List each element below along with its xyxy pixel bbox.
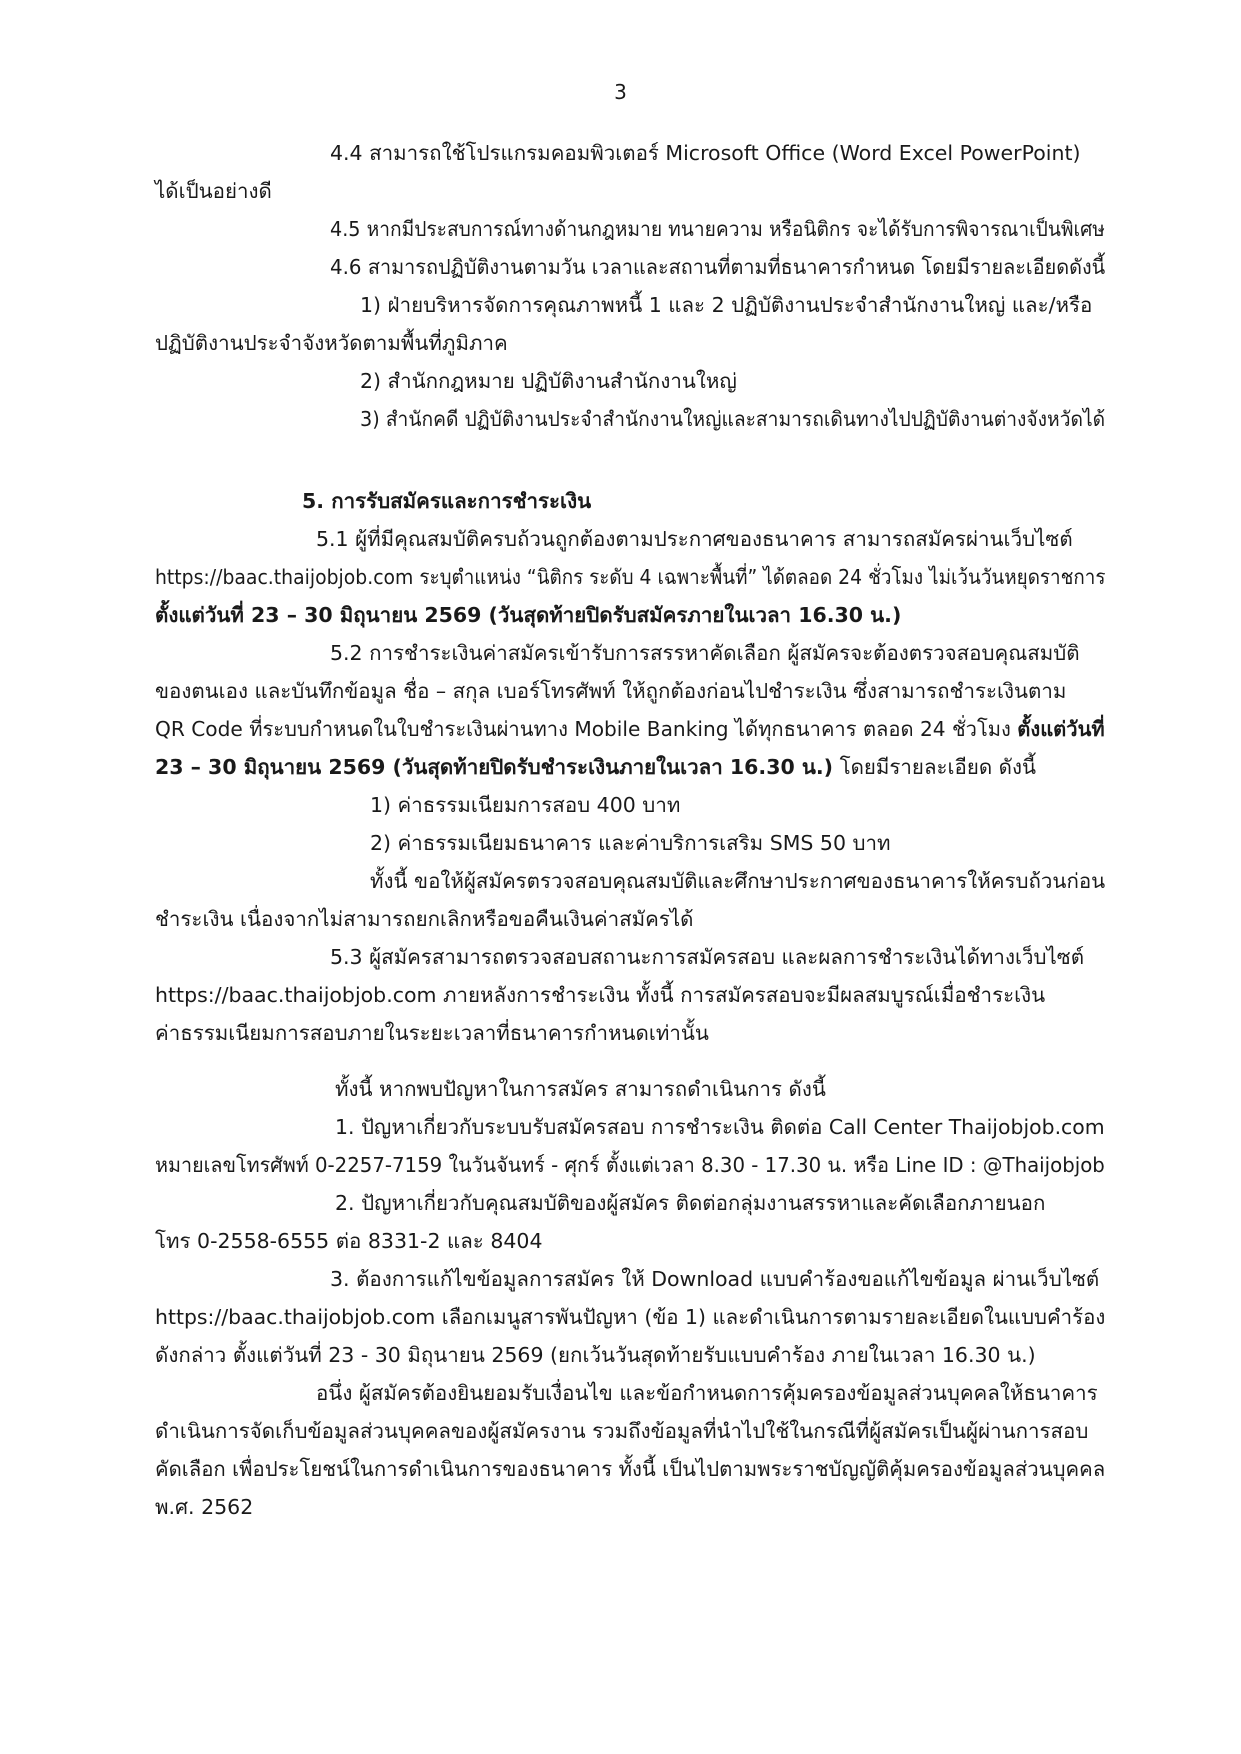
p52-line3 (155, 714, 1105, 744)
problem-1-line2: หมายเลขโทรศัพท์ 0-2257-7159 ในวันจันทร์ - ศุกร์ ตั้งแต่เวลา 8.30 - 17.30 น. หรือ Line ID : @Thaijobjob (155, 1153, 1105, 1177)
p51-line3: ตั้งแต่วันที่ 23 – 30 มิถุนายน 2569 (วันสุดท้ายปิดรับสมัครภายในเวลา 16.30 น.) (155, 603, 902, 627)
item-4-6: 4.6 สามารถปฏิบัติงานตามวัน เวลาและสถานที่ตามที่ธนาคารกำหนด โดยมีรายละเอียดดังนี้ (330, 255, 1106, 279)
privacy-line1: อนึ่ง ผู้สมัครต้องยินยอมรับเงื่อนไข และข้อกำหนดการคุ้มครองข้อมูลส่วนบุคคลให้ธนาคาร (316, 1381, 1098, 1405)
p52-line4-bold: 23 – 30 มิถุนายน 2569 (วันสุดท้ายปิดรับชำระเงินภายในเวลา 16.30 น.) (155, 755, 834, 779)
p52-line1: 5.2 การชำระเงินค่าสมัครเข้ารับการสรรหาคัดเลือก ผู้สมัครจะต้องตรวจสอบคุณสมบัติ (330, 641, 1080, 665)
privacy-line4: พ.ศ. 2562 (155, 1495, 254, 1519)
privacy-line2: ดำเนินการจัดเก็บข้อมูลส่วนบุคคลของผู้สมัครงาน รวมถึงข้อมูลที่นำไปใช้ในกรณีที่ผู้สมัครเป็นผู้ผ่านการสอบ (155, 1419, 1089, 1443)
p52-line3-text: QR Code ที่ระบบกำหนดในใบชำระเงินผ่านทาง Mobile Banking ได้ทุกธนาคาร ตลอด 24 ชั่วโมง (155, 717, 1018, 741)
item-4-4-line1: 4.4 สามารถใช้โปรแกรมคอมพิวเตอร์ Microsoft Office (Word Excel PowerPoint) (330, 141, 1081, 165)
item-4-5: 4.5 หากมีประสบการณ์ทางด้านกฎหมาย ทนายความ หรือนิติกร จะได้รับการพิจารณาเป็นพิเศษ (330, 217, 1105, 241)
sub-item-1-line2: ปฏิบัติงานประจำจังหวัดตามพื้นที่ภูมิภาค (155, 331, 508, 355)
problem-3-line1: 3. ต้องการแก้ไขข้อมูลการสมัคร ให้ Download แบบคำร้องขอแก้ไขข้อมูล ผ่านเว็บไซต์ (330, 1267, 1100, 1291)
privacy-line3: คัดเลือก เพื่อประโยชน์ในการดำเนินการของธนาคาร ทั้งนี้ เป็นไปตามพระราชบัญญัติคุ้มครองข้อมูลส่วนบุคคล (155, 1457, 1106, 1481)
page-number: 3 (614, 80, 627, 104)
p52-line4 (155, 752, 1036, 782)
problems-intro: ทั้งนี้ หากพบปัญหาในการสมัคร สามารถดำเนินการ ดังนี้ (335, 1077, 826, 1101)
problem-3-line3: ดังกล่าว ตั้งแต่วันที่ 23 - 30 มิถุนายน 2569 (ยกเว้นวันสุดท้ายรับแบบคำร้อง ภายในเวลา 16.30 น.) (155, 1343, 1036, 1367)
p53-line3: ค่าธรรมเนียมการสอบภายในระยะเวลาที่ธนาคารกำหนดเท่านั้น (155, 1021, 709, 1045)
p51-line1: 5.1 ผู้ที่มีคุณสมบัติครบถ้วนถูกต้องตามประกาศของธนาคาร สามารถสมัครผ่านเว็บไซต์ (316, 527, 1073, 551)
problem-2-line1: 2. ปัญหาเกี่ยวกับคุณสมบัติของผู้สมัคร ติดต่อกลุ่มงานสรรหาและคัดเลือกภายนอก (335, 1191, 1046, 1215)
item-4-4-line2: ได้เป็นอย่างดี (155, 179, 272, 203)
sub-item-3: 3) สำนักคดี ปฏิบัติงานประจำสำนักงานใหญ่และสามารถเดินทางไปปฏิบัติงานต่างจังหวัดได้ (360, 407, 1106, 431)
p52-line4-text: โดยมีรายละเอียด ดังนี้ (833, 755, 1037, 779)
fee-item-2: 2) ค่าธรรมเนียมธนาคาร และค่าบริการเสริม SMS 50 บาท (370, 831, 891, 855)
section-5-heading: 5. การรับสมัครและการชำระเงิน (302, 489, 592, 513)
fee-item-1: 1) ค่าธรรมเนียมการสอบ 400 บาท (370, 793, 681, 817)
problem-3-line2: https://baac.thaijobjob.com เลือกเมนูสารพันปัญหา (ข้อ 1) และดำเนินการตามรายละเอียดในแบบคำร้อง (155, 1305, 1106, 1329)
p51-line2: https://baac.thaijobjob.com ระบุตำแหน่ง “นิติกร ระดับ 4 เฉพาะพื้นที่” ได้ตลอด 24 ชั่วโมง ไม่เว้นวันหยุดราชการ (155, 565, 1106, 589)
p53-line1: 5.3 ผู้สมัครสามารถตรวจสอบสถานะการสมัครสอบ และผลการชำระเงินได้ทางเว็บไซต์ (330, 945, 1085, 969)
sub-item-2: 2) สำนักกฎหมาย ปฏิบัติงานสำนักงานใหญ่ (360, 369, 737, 393)
sub-item-1-line1: 1) ฝ่ายบริหารจัดการคุณภาพหนี้ 1 และ 2 ปฏิบัติงานประจำสำนักงานใหญ่ และ/หรือ (360, 293, 1093, 317)
note-line2: ชำระเงิน เนื่องจากไม่สามารถยกเลิกหรือขอคืนเงินค่าสมัครได้ (155, 907, 694, 931)
p52-line2: ของตนเอง และบันทึกข้อมูล ชื่อ – สกุล เบอร์โทรศัพท์ ให้ถูกต้องก่อนไปชำระเงิน ซึ่งสามารถชำระเงินตาม (155, 679, 1067, 703)
problem-2-line2: โทร 0-2558-6555 ต่อ 8331-2 และ 8404 (155, 1229, 543, 1253)
p53-line2: https://baac.thaijobjob.com ภายหลังการชำระเงิน ทั้งนี้ การสมัครสอบจะมีผลสมบูรณ์เมื่อชำระเงิน (155, 983, 1046, 1007)
note-line1: ทั้งนี้ ขอให้ผู้สมัครตรวจสอบคุณสมบัติและศึกษาประกาศของธนาคารให้ครบถ้วนก่อน (370, 869, 1106, 893)
p52-line3-bold: ตั้งแต่วันที่ (1017, 717, 1105, 741)
problem-1-line1: 1. ปัญหาเกี่ยวกับระบบรับสมัครสอบ การชำระเงิน ติดต่อ Call Center Thaijobjob.com (335, 1115, 1105, 1139)
